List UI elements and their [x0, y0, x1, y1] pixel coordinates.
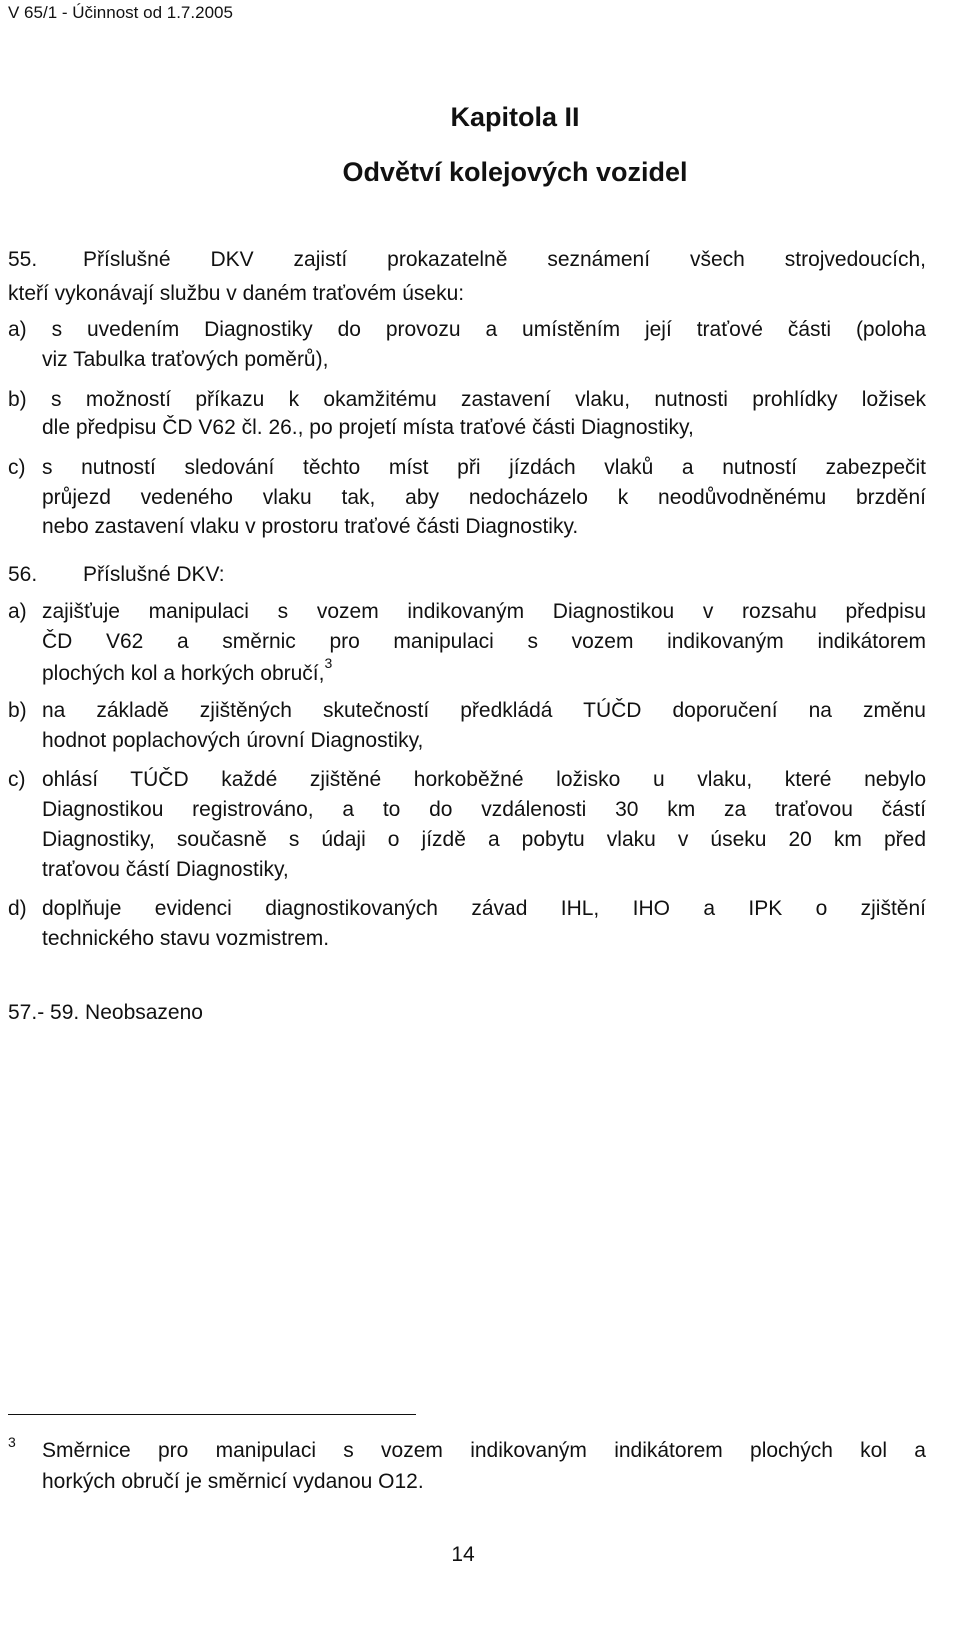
document-header: V 65/1 - Účinnost od 1.7.2005	[8, 3, 233, 22]
footnote-text-cont: horkých obručí je směrnicí vydanou O12.	[42, 1470, 424, 1493]
section-56-item-b-label: b)	[8, 699, 27, 722]
section-55-item-a-cont: viz Tabulka traťových poměrů),	[42, 348, 329, 371]
section-56-item-a-cont: plochých kol a horkých obručí,	[42, 662, 325, 685]
section-55-item-a: a) s uvedením Diagnostiky do provozu a umístěním její traťové části (poloha	[8, 318, 926, 341]
section-55-item-b: b) s možností příkazu k okamžitému zastavení vlaku, nutnosti prohlídky ložisek	[8, 388, 926, 411]
section-56-item-c-cont: Diagnostiky, současně s údaji o jízdě a pobytu vlaku v úseku 20 km před	[42, 828, 926, 851]
section-56-item-d: doplňuje evidenci diagnostikovaných závad IHL, IHO a IPK o zjištění	[42, 897, 926, 920]
section-55-item-c: s nutností sledování těchto míst při jízdách vlaků a nutností zabezpečit	[42, 456, 926, 479]
chapter-subtitle: Odvětví kolejových vozidel	[342, 157, 688, 187]
section-56-item-d-label: d)	[8, 897, 27, 920]
footnote-text: Směrnice pro manipulaci s vozem indikovaným indikátorem plochých kol a	[42, 1439, 926, 1462]
section-56-item-a-label: a)	[8, 600, 27, 623]
section-56-item-a: zajišťuje manipulaci s vozem indikovaným Diagnostikou v rozsahu předpisu	[42, 600, 926, 623]
section-55-item-c-cont: průjezd vedeného vlaku tak, aby nedocházelo k neodůvodněnému brzdění	[42, 486, 926, 509]
section-56-item-b-cont: hodnot poplachových úrovní Diagnostiky,	[42, 729, 424, 752]
section-56-number: 56.	[8, 563, 38, 586]
section-55-item-c-label: c)	[8, 456, 26, 479]
section-56-item-c: ohlásí TÚČD každé zjištěné horkoběžné ložisko u vlaku, které nebylo	[42, 768, 926, 791]
section-56-item-c-cont: Diagnostikou registrováno, a to do vzdálenosti 30 km za traťovou částí	[42, 798, 926, 821]
section-56-item-b: na základě zjištěných skutečností předkládá TÚČD doporučení na změnu	[42, 699, 926, 722]
page-number: 14	[451, 1543, 475, 1566]
section-55-item-b-cont: dle předpisu ČD V62 čl. 26., po projetí místa traťové části Diagnostiky,	[42, 416, 694, 439]
section-57-59: 57.- 59. Neobsazeno	[8, 1001, 203, 1024]
section-56-item-d-cont: technického stavu vozmistrem.	[42, 927, 330, 950]
footnote-reference[interactable]: 3	[324, 655, 333, 671]
section-56-item-c-cont: traťovou částí Diagnostiky,	[42, 858, 289, 881]
section-56-item-c-label: c)	[8, 768, 26, 791]
section-56-item-a-cont: ČD V62 a směrnic pro manipulaci s vozem indikovaným indikátorem	[42, 630, 926, 653]
footnote-mark: 3	[8, 1434, 16, 1450]
section-55-line: Příslušné DKV zajistí prokazatelně seznámení všech strojvedoucích,	[83, 248, 926, 271]
section-55-number: 55.	[8, 248, 38, 271]
section-56-title: Příslušné DKV:	[83, 563, 225, 586]
chapter-title: Kapitola II	[450, 102, 580, 132]
footnote-separator	[8, 1414, 416, 1415]
section-55-line: kteří vykonávají službu v daném traťovém úseku:	[8, 282, 465, 305]
section-55-item-c-cont: nebo zastavení vlaku v prostoru traťové části Diagnostiky.	[42, 515, 579, 538]
